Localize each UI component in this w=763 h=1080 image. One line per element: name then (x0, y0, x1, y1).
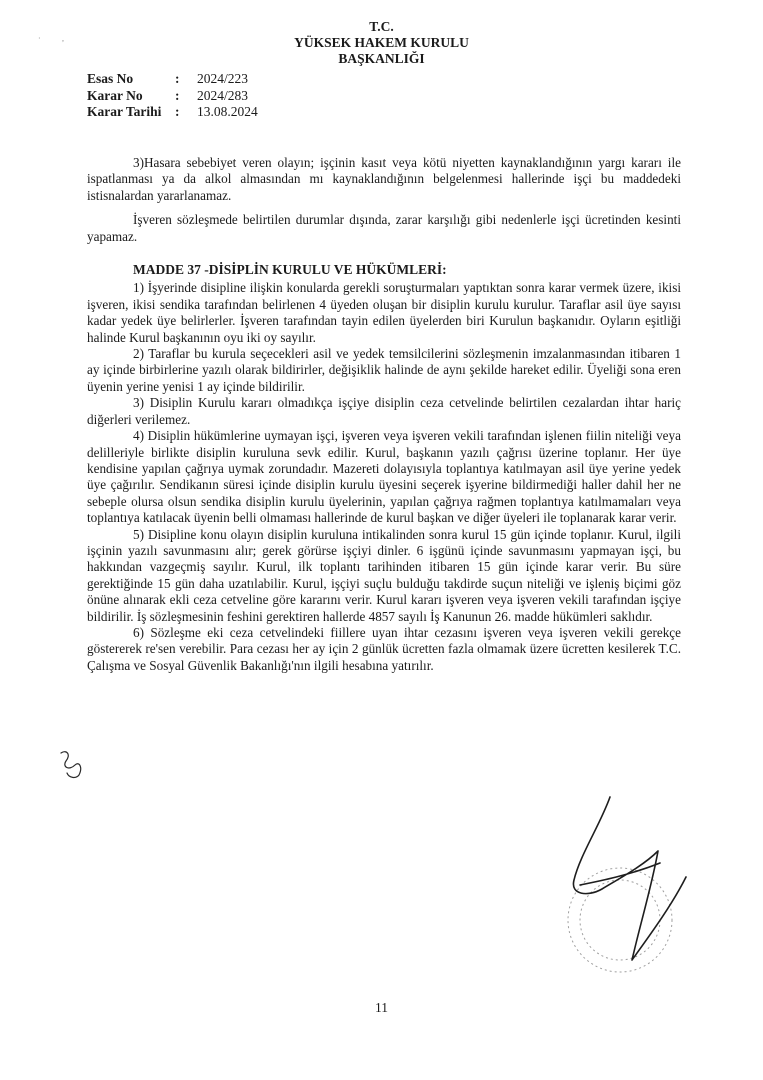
article-paragraph: 5) Disipline konu olayın disiplin kuruluna intikalinden sonra kurul 15 gün içinde toplanır. Kurul, ilgili işçinin yazılı savunmasını alır; gerek görürse işçiyi dinler. 6 işgünü içinde savunmasını yapmayan işçi, bu hakkından vazgeçmiş sayılır. Kurul, ilk toplantı tarihinden itibaren 15 gün içinde karar verir. Bu süre gerektiğinde 15 gün daha uzatılabilir. Kurul, işçiyi suçlu bulduğu takdirde suçun niteliği ve işleniş biçimi göz önüne alınarak ekli ceza cetveline göre kararını verir. Kurul kararı işveren veya işveren vekili tarafından işçiye bildirilir. İş sözleşmesinin feshini gerektiren hallerde 4857 sayılı İş Kanunun 26. madde hükümleri saklıdır. (87, 526, 681, 624)
intro-paragraph: 3)Hasara sebebiyet veren olayın; işçinin kasıt veya kötü niyetten kaynaklandığının yargı kararı ile ispatlanması ya da alkol almasından mı kaynaklandığının belgelenmesi hallerinde işçi bu maddedeki istisnalardan yararlanamaz. (87, 155, 681, 203)
meta-colon: : (175, 71, 180, 86)
meta-colon: : (175, 87, 180, 103)
case-meta (87, 71, 258, 121)
meta-label: Karar Tarihi (87, 104, 162, 119)
article-paragraph: 1) İşyerinde disipline ilişkin konularda gerekli soruşturmaları yaptıktan sonra karar vermek üzere, ikisi işveren, ikisi sendika tarafından belirlenen 4 üyeden oluşan bir disiplin kurulu kurulur. Taraflar asil üye sayısı kadar yedek üye belirlerler. İşveren tarafından tayin edilen üyelerden biri Kurulun başkanıdır. Oyların eşitliği halinde Kurul başkanının oyu iki oy sayılır. (87, 280, 681, 345)
margin-initial-mark (57, 747, 89, 781)
page-number: 11 (375, 1000, 388, 1015)
document-header (0, 19, 763, 67)
meta-row-karar (87, 88, 258, 105)
document-body (87, 155, 681, 674)
header-line-1: T.C. (369, 19, 394, 34)
meta-row-esas (87, 71, 258, 88)
meta-value: 2024/283 (197, 87, 249, 103)
article-paragraph: 2) Taraflar bu kurula seçecekleri asil ve yedek temsilcilerini sözleşmenin imzalanmasından itibaren 1 ay içinde birbirlerine yazılı olarak bildirirler, değişiklik halinde de aynı şekilde hareket edilir. Üyeliği sona eren üyenin yerine yenisi 1 ay içinde bildirilir. (87, 346, 681, 394)
signature-with-stamp (540, 785, 710, 985)
meta-value: 2024/223 (197, 71, 249, 86)
header-line-2: YÜKSEK HAKEM KURULU (294, 35, 469, 50)
article-title: MADDE 37 -DİSİPLİN KURULU VE HÜKÜMLERİ: (133, 262, 447, 278)
meta-row-tarih (87, 104, 258, 121)
scan-speck: · (38, 34, 41, 43)
article-paragraph: 6) Sözleşme eki ceza cetvelindeki fiillere uyan ihtar cezasını işveren veya işveren vekili gerekçe göstererek re'sen verebilir. Para cezası her ay için 2 günlük ücretten fazla olmamak üzere ücretten kesilerek T.C. Çalışma ve Sosyal Güvenlik Bakanlığı'nın ilgili hesabına yatırılır. (87, 624, 681, 673)
meta-value: 13.08.2024 (197, 104, 258, 119)
meta-label: Esas No (87, 71, 134, 86)
meta-colon: : (175, 104, 180, 119)
header-line-3: BAŞKANLIĞI (338, 51, 425, 66)
article-paragraph: 4) Disiplin hükümlerine uymayan işçi, işveren veya işveren vekili tarafından işlenen fiilin niteliği veya delilleriyle birlikte disiplin kuruluna sevk edilir. Kurul, başkanın yazılı çağrısı üzerine toplanır. Her üye kendisine yapılan çağrıya uymak zorundadır. Mazereti dolayısıyla toplantıya katılmayan asil üye yerine yedek üye çağırılır. Sendikanın süresi içinde disiplin kurulu üyesini seçerek işyerine bildirmediği haller dahil her ne sebeple olursa olsun sendika disiplin kurulu üyelerinin, yapılan çağrıya rağmen toplantıya katılmamaları veya toplantıya katılacak üyenin belli olmaması hallerinde de kurul başkan ve diğer üyeleri ile toplanarak karar verir. (87, 428, 681, 526)
meta-label: Karar No (87, 87, 143, 103)
intro-paragraph: İşveren sözleşmede belirtilen durumlar dışında, zarar karşılığı gibi nedenlerle işçi ücretinden kesinti yapamaz. (87, 212, 681, 244)
article-paragraph: 3) Disiplin Kurulu kararı olmadıkça işçiye disiplin ceza cetvelinde belirtilen cezalardan ihtar hariç diğerleri verilemez. (87, 395, 681, 427)
scan-speck: , (62, 34, 64, 43)
